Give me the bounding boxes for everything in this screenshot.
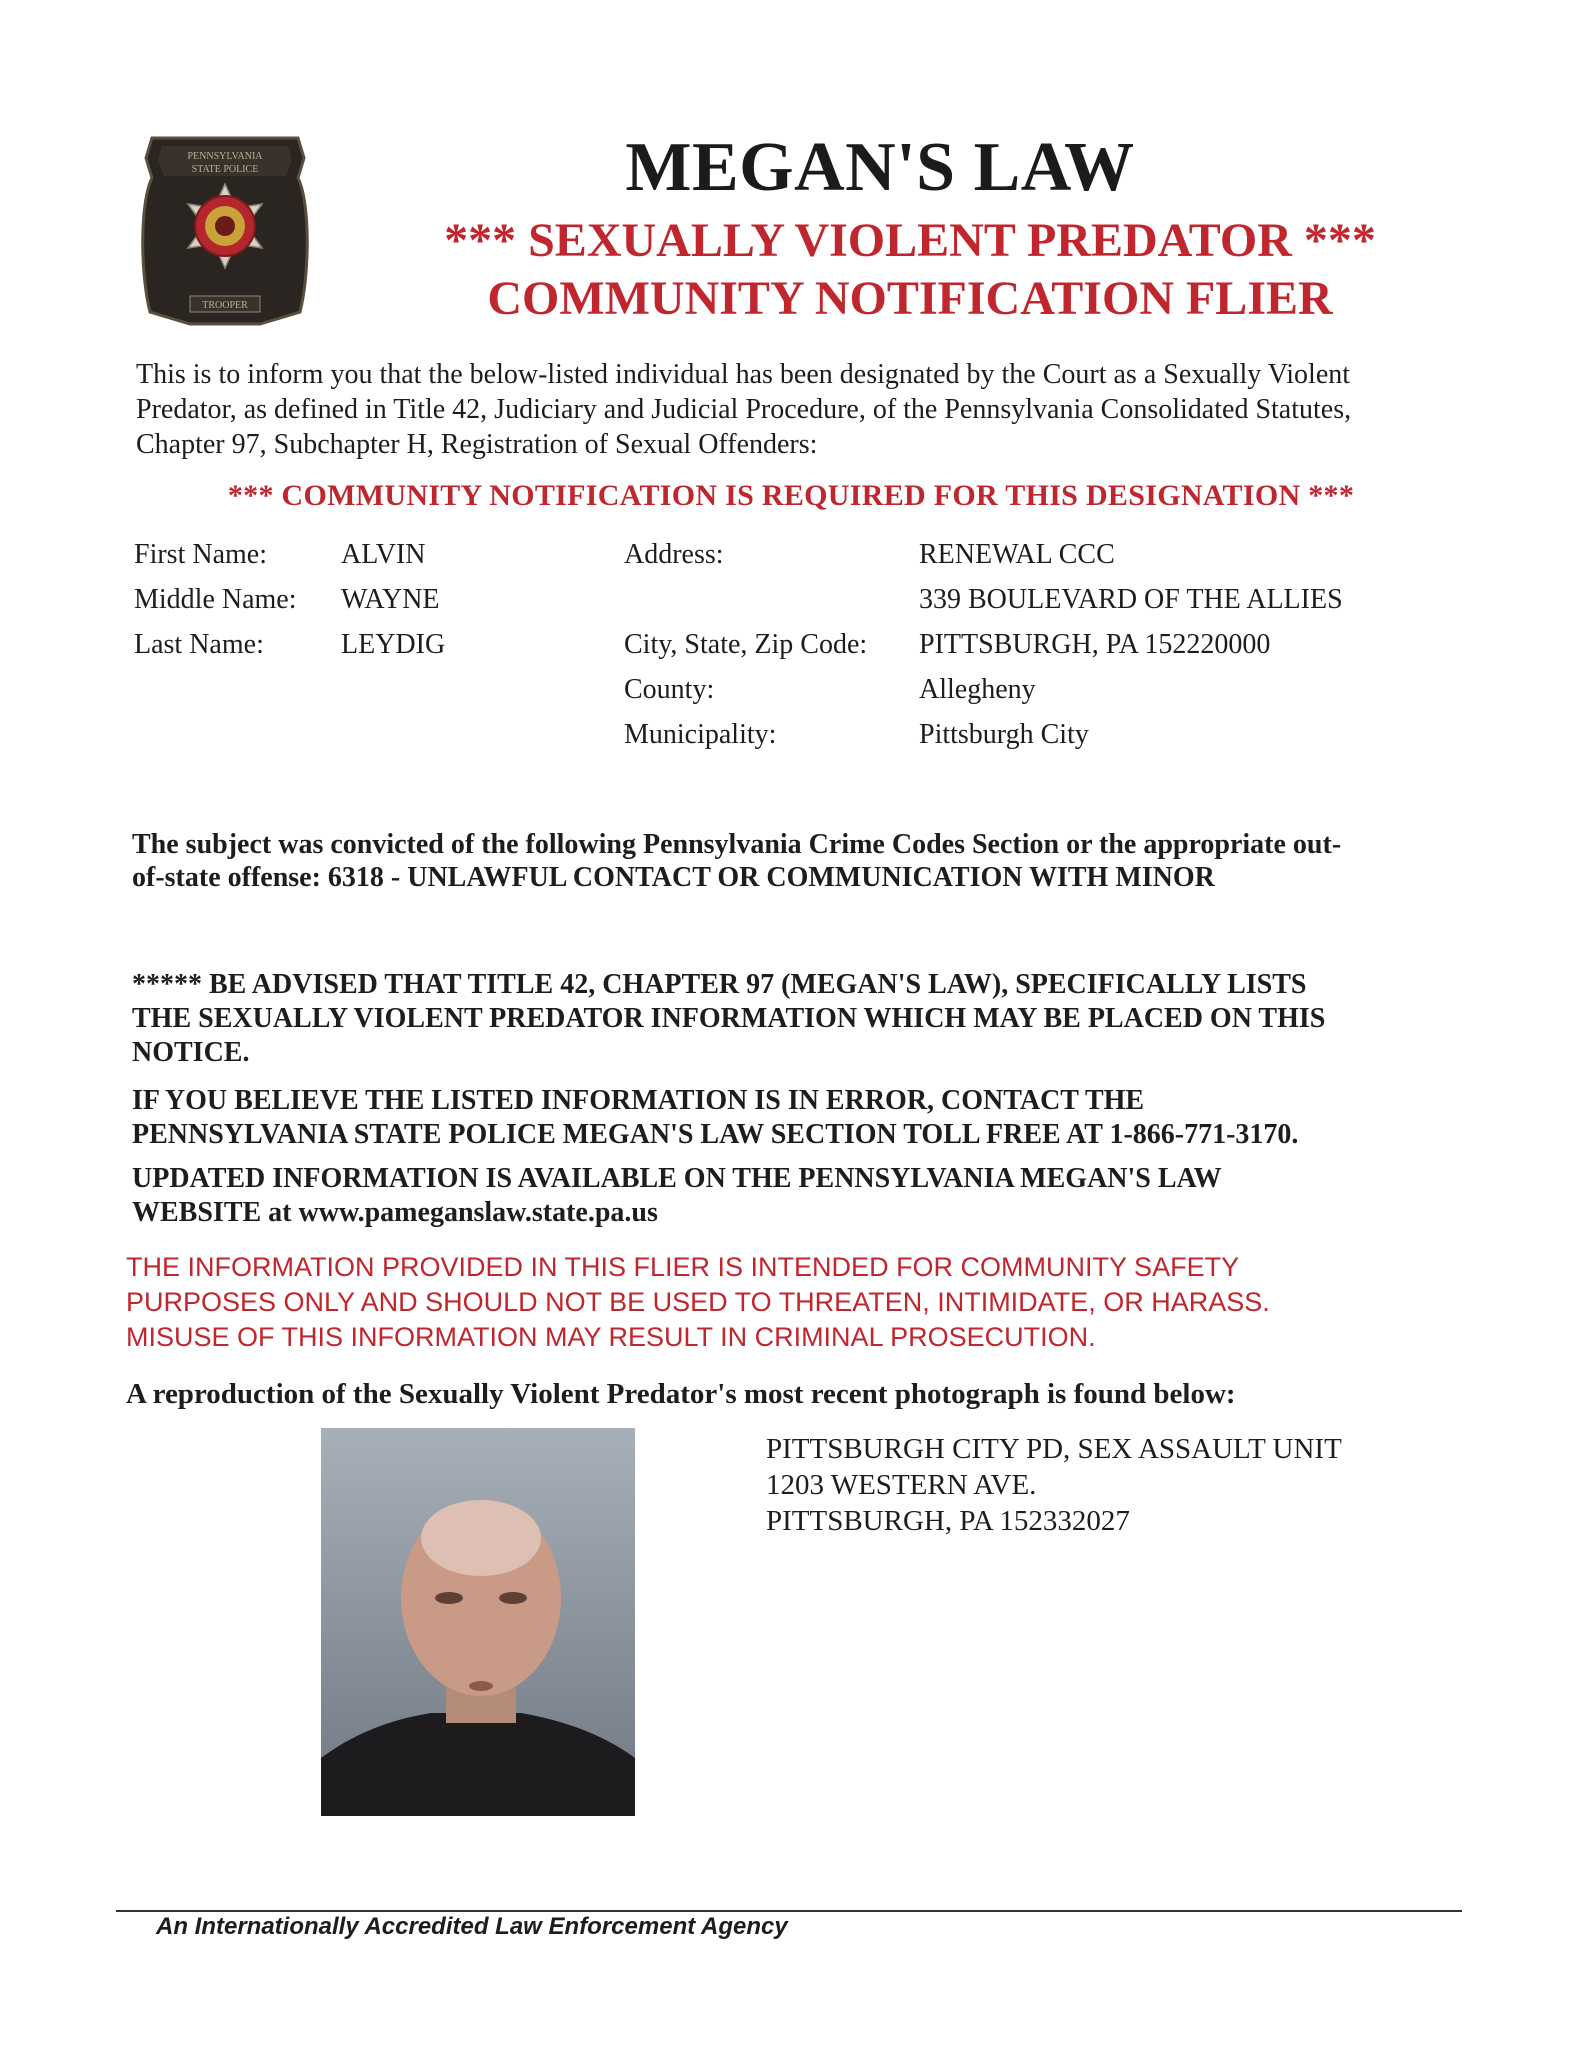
- disclaimer-line: MISUSE OF THIS INFORMATION MAY RESULT IN CRIMINAL PROSECUTION.: [126, 1322, 1096, 1352]
- advisory-line: WEBSITE at www.pameganslaw.state.pa.us: [132, 1197, 658, 1228]
- intro-paragraph: [136, 357, 1456, 462]
- subtitle-flier: COMMUNITY NOTIFICATION FLIER: [487, 272, 1333, 325]
- advisory-line: IF YOU BELIEVE THE LISTED INFORMATION IS IN ERROR, CONTACT THE: [132, 1085, 1145, 1116]
- notification-required-banner: *** COMMUNITY NOTIFICATION IS REQUIRED FOR THIS DESIGNATION ***: [227, 479, 1355, 512]
- municipality-label: Municipality:: [624, 719, 777, 750]
- advisory-line: THE SEXUALLY VIOLENT PREDATOR INFORMATION WHICH MAY BE PLACED ON THIS: [132, 1003, 1326, 1034]
- agency-name: PITTSBURGH CITY PD, SEX ASSAULT UNIT: [766, 1433, 1342, 1465]
- middle-name-label: Middle Name:: [134, 584, 297, 615]
- advisory-line: ***** BE ADVISED THAT TITLE 42, CHAPTER 97 (MEGAN'S LAW), SPECIFICALLY LISTS: [132, 969, 1307, 1000]
- svg-text:TROOPER: TROOPER: [202, 300, 248, 311]
- advisory-line: PENNSYLVANIA STATE POLICE MEGAN'S LAW SECTION TOLL FREE AT 1-866-771-3170.: [132, 1119, 1299, 1150]
- first-name-value: ALVIN: [341, 539, 426, 570]
- subject-photograph: [321, 1428, 635, 1816]
- county-value: Allegheny: [919, 674, 1036, 705]
- last-name-value: LEYDIG: [341, 629, 446, 660]
- last-name-label: Last Name:: [134, 629, 264, 660]
- municipality-value: Pittsburgh City: [919, 719, 1089, 750]
- conviction-statement: [132, 828, 1462, 894]
- state-police-badge-icon: [140, 132, 310, 328]
- city-state-zip-value: PITTSBURGH, PA 152220000: [919, 629, 1271, 660]
- middle-name-value: WAYNE: [341, 584, 440, 615]
- intro-line: This is to inform you that the below-listed individual has been designated by the Court as a Sexually Violent: [136, 359, 1351, 390]
- disclaimer-line: PURPOSES ONLY AND SHOULD NOT BE USED TO THREATEN, INTIMIDATE, OR HARASS.: [126, 1287, 1270, 1317]
- county-label: County:: [624, 674, 715, 705]
- agency-city: PITTSBURGH, PA 152332027: [766, 1505, 1130, 1537]
- error-contact-paragraph: [132, 1084, 1462, 1152]
- advisory-line: UPDATED INFORMATION IS AVAILABLE ON THE PENNSYLVANIA MEGAN'S LAW: [132, 1163, 1222, 1194]
- address-line1: RENEWAL CCC: [919, 539, 1115, 570]
- first-name-label: First Name:: [134, 539, 267, 570]
- intro-line: Chapter 97, Subchapter H, Registration of Sexual Offenders:: [136, 429, 818, 460]
- svg-text:STATE POLICE: STATE POLICE: [191, 164, 259, 175]
- city-state-zip-label: City, State, Zip Code:: [624, 629, 868, 660]
- address-label: Address:: [624, 539, 724, 570]
- conviction-line: of-state offense: 6318 - UNLAWFUL CONTACT OR COMMUNICATION WITH MINOR: [132, 862, 1215, 893]
- conviction-line: The subject was convicted of the following Pennsylvania Crime Codes Section or the appropriate out-: [132, 829, 1342, 860]
- subtitle-svp: *** SEXUALLY VIOLENT PREDATOR ***: [444, 214, 1376, 267]
- agency-street: 1203 WESTERN AVE.: [766, 1469, 1037, 1501]
- address-line2: 339 BOULEVARD OF THE ALLIES: [919, 584, 1343, 615]
- disclaimer: [126, 1250, 1466, 1355]
- intro-line: Predator, as defined in Title 42, Judiciary and Judicial Procedure, of the Pennsylvania Consolidated Statutes,: [136, 394, 1352, 425]
- footer-accreditation: An Internationally Accredited Law Enforcement Agency: [156, 1913, 788, 1940]
- disclaimer-line: THE INFORMATION PROVIDED IN THIS FLIER IS INTENDED FOR COMMUNITY SAFETY: [126, 1252, 1240, 1282]
- advisory-line: NOTICE.: [132, 1037, 250, 1068]
- website-paragraph: [132, 1162, 1462, 1230]
- svg-text:PENNSYLVANIA: PENNSYLVANIA: [187, 151, 263, 162]
- footer-divider: [116, 1910, 1462, 1912]
- page-title: MEGAN'S LAW: [625, 129, 1135, 206]
- photo-caption: A reproduction of the Sexually Violent Predator's most recent photograph is found below:: [126, 1378, 1236, 1410]
- advisory-paragraph: [132, 968, 1462, 1070]
